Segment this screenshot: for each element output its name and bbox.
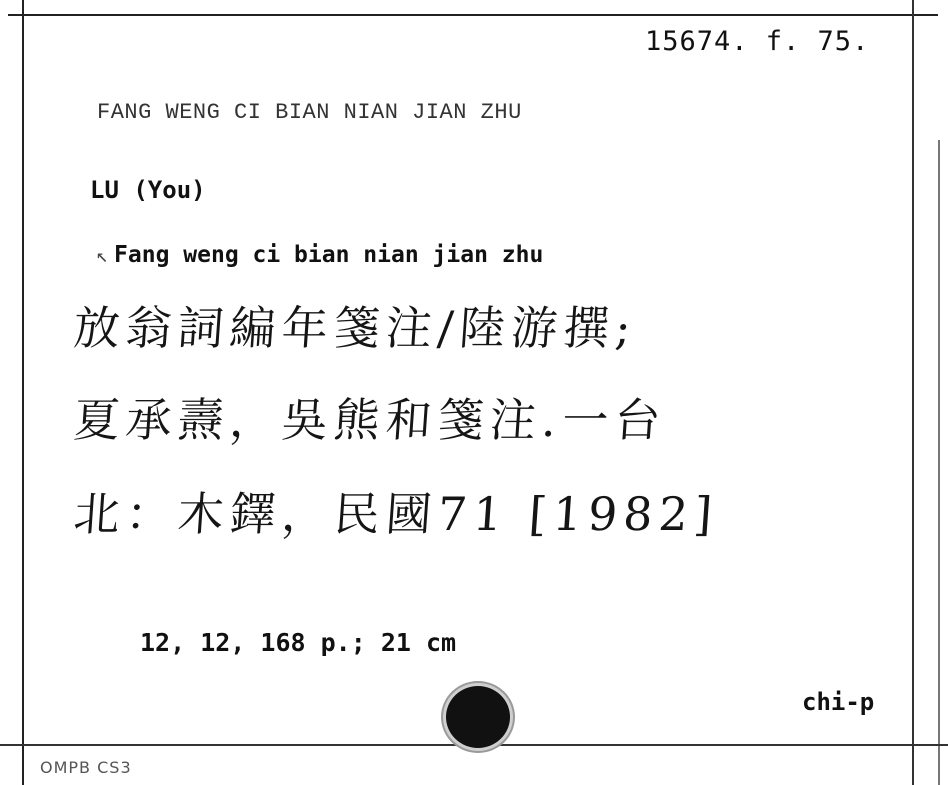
language-code: chi-p xyxy=(802,688,875,716)
punch-hole xyxy=(446,686,510,748)
card-border-top xyxy=(8,14,938,16)
shelfmark: 15674. f. 75. xyxy=(645,26,870,57)
handwritten-line-1: 放翁詞編年箋注/陸游撰; xyxy=(71,301,639,355)
card-edge-shadow xyxy=(938,140,940,785)
pencil-mark-icon: ↖ xyxy=(96,243,109,267)
card-border-left xyxy=(22,0,24,785)
title-uppercase: FANG WENG CI BIAN NIAN JIAN ZHU xyxy=(97,100,522,125)
handwritten-line-3: 北：木鐸，民國71 [1982] xyxy=(71,487,720,541)
card-border-right xyxy=(912,0,914,785)
title-romanized-line xyxy=(96,242,543,268)
footer-stamp: OMPB CS3 xyxy=(40,758,132,777)
handwritten-line-2: 夏承燾，吳熊和箋注.一台 xyxy=(71,393,669,447)
author-heading: LU (You) xyxy=(90,176,206,204)
title-romanized: Fang weng ci bian nian jian zhu xyxy=(114,242,544,268)
collation: 12, 12, 168 p.; 21 cm xyxy=(140,628,457,657)
